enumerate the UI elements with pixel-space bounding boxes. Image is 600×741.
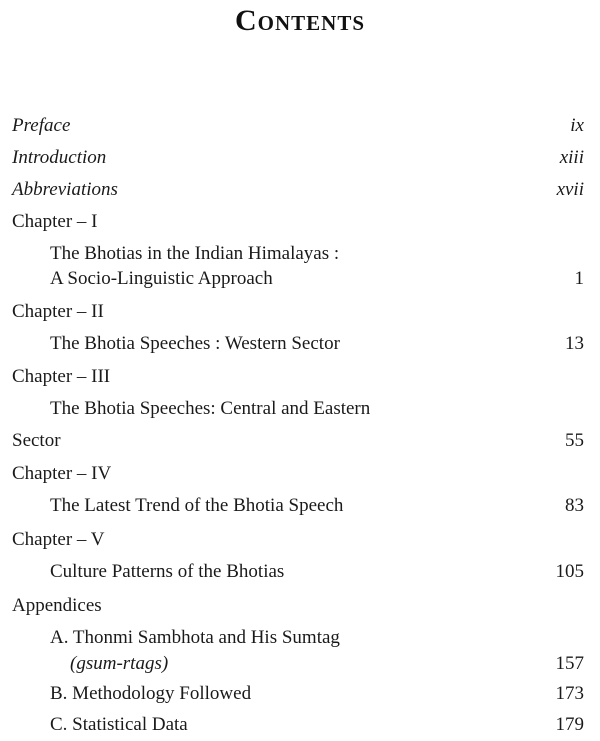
appendix-c[interactable] — [0, 711, 600, 739]
appendix-a-line-2[interactable] — [0, 650, 600, 678]
chapter-heading-2 — [0, 298, 600, 326]
toc-entry-page: 55 — [565, 430, 584, 451]
chapter-title-line: Culture Patterns of the Bhotias — [50, 561, 285, 582]
toc-entry-introduction[interactable] — [0, 144, 600, 172]
chapter-title-3-line-2[interactable] — [0, 427, 600, 455]
toc-entry-page: xvii — [556, 179, 584, 200]
appendix-title-line: (gsum-rtags) — [70, 653, 169, 674]
chapter-title-1-line-1[interactable] — [0, 240, 600, 268]
chapter-heading-3 — [0, 363, 600, 391]
toc-entry-page: 13 — [565, 333, 584, 354]
toc-entry-page: 173 — [555, 683, 584, 704]
chapter-title-line: The Bhotias in the Indian Himalayas : — [50, 243, 340, 264]
appendix-title-line: C. Statistical Data — [50, 714, 188, 735]
appendix-b[interactable] — [0, 680, 600, 708]
toc-entry-page: 179 — [555, 714, 584, 735]
toc-entry-page: xiii — [559, 147, 584, 168]
appendices-heading — [0, 592, 600, 620]
toc-entry-page: 1 — [574, 268, 584, 289]
chapter-title-2[interactable] — [0, 330, 600, 358]
chapter-title-1-line-2[interactable] — [0, 265, 600, 293]
toc-entry-label: Preface — [12, 115, 71, 136]
chapter-heading-1 — [0, 208, 600, 236]
toc-entry-page: 83 — [565, 495, 584, 516]
appendix-a-line-1[interactable] — [0, 624, 600, 652]
page-title: Contents — [234, 4, 366, 37]
chapter-heading-label: Chapter – II — [12, 301, 104, 322]
chapter-heading-4 — [0, 460, 600, 488]
toc-entry-label: Abbreviations — [12, 179, 118, 200]
chapter-title-line: The Latest Trend of the Bhotia Speech — [50, 495, 344, 516]
toc-entry-page: ix — [570, 115, 584, 136]
toc-entry-page: 157 — [555, 653, 584, 674]
toc-entry-preface[interactable] — [0, 112, 600, 140]
chapter-heading-label: Chapter – IV — [12, 463, 112, 484]
chapter-title-line: The Bhotia Speeches : Western Sector — [50, 333, 340, 354]
chapter-heading-label: Chapter – I — [12, 211, 98, 232]
chapter-heading-label: Chapter – III — [12, 366, 111, 387]
chapter-heading-label: Chapter – V — [12, 529, 105, 550]
chapter-title-line: A Socio-Linguistic Approach — [50, 268, 273, 289]
chapter-title-5[interactable] — [0, 558, 600, 586]
chapter-heading-5 — [0, 526, 600, 554]
toc-entry-abbreviations[interactable] — [0, 176, 600, 204]
chapter-title-3-line-1[interactable] — [0, 395, 600, 423]
appendix-title-line: B. Methodology Followed — [50, 683, 252, 704]
chapter-title-line: Sector — [12, 430, 61, 451]
appendices-heading-label: Appendices — [12, 595, 102, 616]
appendix-title-line: A. Thonmi Sambhota and His Sumtag — [50, 627, 340, 648]
toc-entry-page: 105 — [555, 561, 584, 582]
toc-entry-label: Introduction — [12, 147, 107, 168]
chapter-title-line: The Bhotia Speeches: Central and Eastern — [50, 398, 371, 419]
chapter-title-4[interactable] — [0, 492, 600, 520]
